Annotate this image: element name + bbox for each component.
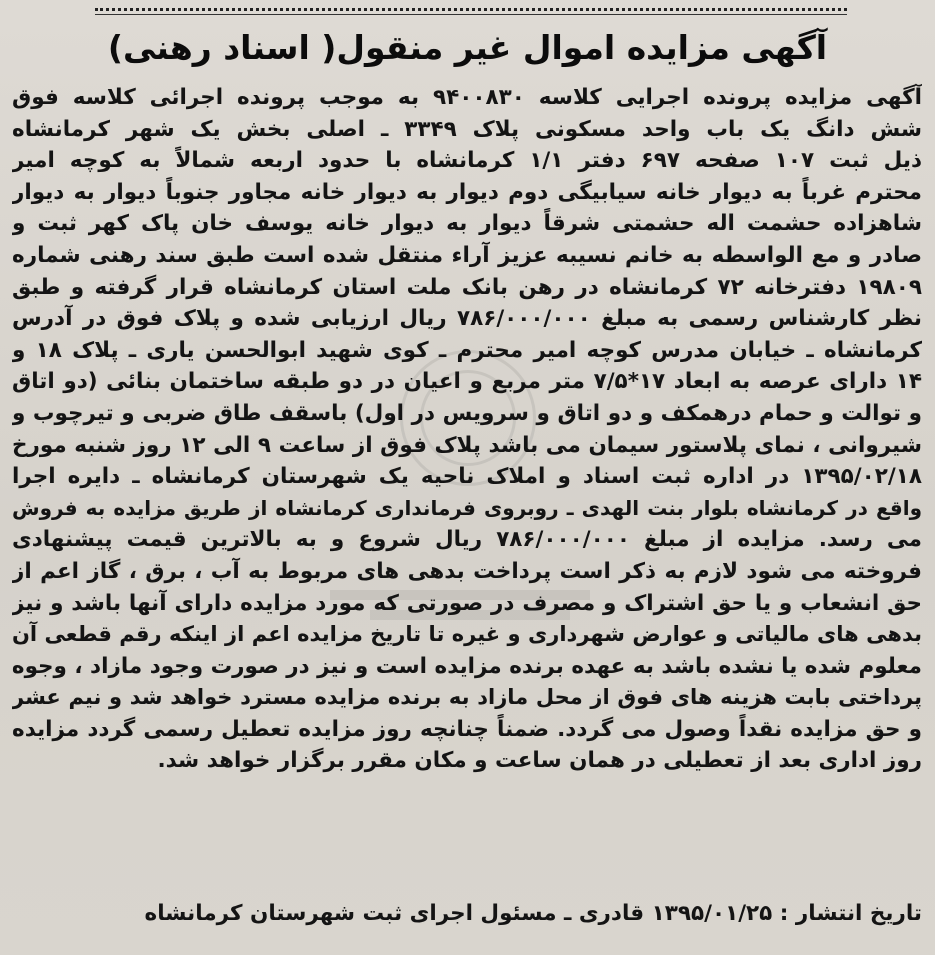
body-line: واقع در کرمانشاه بلوار بنت الهدی ـ روبروی فرمانداری کرمانشاه از طریق مزایده به فروش — [12, 495, 922, 520]
body-line: و توالت و حمام درهمکف و دو اتاق و سرویس در اول) باسقف طاق ضربی و تیرچوب و — [12, 400, 922, 426]
body-line: ۱۴ دارای عرصه به ابعاد ۱۷*۷/۵ متر مربع و اعیان در دو طبقه ساختمان بنائی (دو اتاق — [12, 369, 922, 395]
body-line: بدهی های مالیاتی و عوارض شهرداری و غیره تا تاریخ مزایده اعم از اینکه رقم قطعی آن — [12, 622, 922, 647]
top-dotted-border — [95, 8, 847, 11]
body-line: آگهی مزایده پرونده اجرایی کلاسه ۹۴۰۰۸۳۰ به موجب پرونده اجرائی کلاسه فوق — [12, 85, 922, 110]
body-line: صادر و مع الواسطه به خانم نسیبه عزیز آراء منتقل شده است طبق سند رهنی شماره — [12, 242, 922, 268]
body-line: معلوم شده یا نشده باشد به عهده برنده مزایده است و نیز در صورت وجود مازاد ، وجوه — [12, 653, 922, 679]
body-line: حق انشعاب و یا حق اشتراک و مصرف در صورتی که مورد مزایده دارای آنها باشد و نیز — [12, 590, 922, 616]
body-line: نظر کارشناس رسمی به مبلغ ۷۸۶/۰۰۰/۰۰۰ ریال ارزیابی شده و پلاک فوق در آدرس — [12, 306, 922, 332]
body-line: شش دانگ یک باب واحد مسکونی پلاک ۳۳۴۹ ـ اصلی بخش یک شهر کرمانشاه — [12, 116, 922, 142]
body-line: کرمانشاه ـ خیابان مدرس کوچه امیر محترم ـ کوی شهید ابوالحسن یاری ـ پلاک ۱۸ و — [12, 337, 922, 363]
body-line: فروخته می شود لازم به ذکر است پرداخت بدهی های مربوط به آب ، برق ، گاز اعم از — [12, 558, 922, 584]
body-line: ذیل ثبت ۱۰۷ صفحه ۶۹۷ دفتر ۱/۱ کرمانشاه با حدود اربعه شمالاً به کوچه امیر — [12, 148, 922, 174]
body-line: ۱۳۹۵/۰۲/۱۸ در اداره ثبت اسناد و املاک ناحیه یک شهرستان کرمانشاه ـ دایره اجرا — [12, 464, 922, 490]
notice-body — [12, 82, 922, 777]
publication-footer: تاریخ انتشار : ۱۳۹۵/۰۱/۲۵ قادری ـ مسئول اجرای ثبت شهرستان کرمانشاه — [144, 901, 922, 926]
body-line: شیروانی ، نمای پلاستور سیمان می باشد پلاک فوق از ساعت ۹ الی ۱۲ روز شنبه مورخ — [12, 432, 922, 458]
top-border-line — [95, 14, 847, 15]
body-line: و حق مزایده نقداً وصول می گردد. ضمناً چنانچه روز مزایده تعطیل رسمی گردد مزایده — [12, 716, 922, 742]
body-line: شاهزاده حشمت اله حشمتی شرقاً دیوار به دیوار خانه یوسف خان پاک کهر ثبت و — [12, 211, 922, 237]
body-line: روز اداری بعد از تعطیلی در همان ساعت و مکان مقرر برگزار خواهد شد. — [157, 748, 922, 774]
body-line: پرداختی بابت هزینه های فوق از محل مازاد به برنده مزایده مسترد خواهد شد و نیم عشر — [12, 685, 922, 710]
body-line: محترم غرباً به دیوار خانه سیابیگی دوم دیوار به دیوار خانه مجاور جنوباً دیوار به دیوار — [12, 179, 922, 205]
notice-title: آگهی مزایده اموال غیر منقول( اسناد رهنی) — [107, 28, 828, 67]
body-line: ۱۹۸۰۹ دفترخانه ۷۲ کرمانشاه در رهن بانک ملت استان کرمانشاه قرار گرفته و طبق — [12, 274, 922, 300]
body-line: می رسد. مزایده از مبلغ ۷۸۶/۰۰۰/۰۰۰ ریال شروع و به بالاترین قیمت پیشنهادی — [12, 527, 922, 553]
